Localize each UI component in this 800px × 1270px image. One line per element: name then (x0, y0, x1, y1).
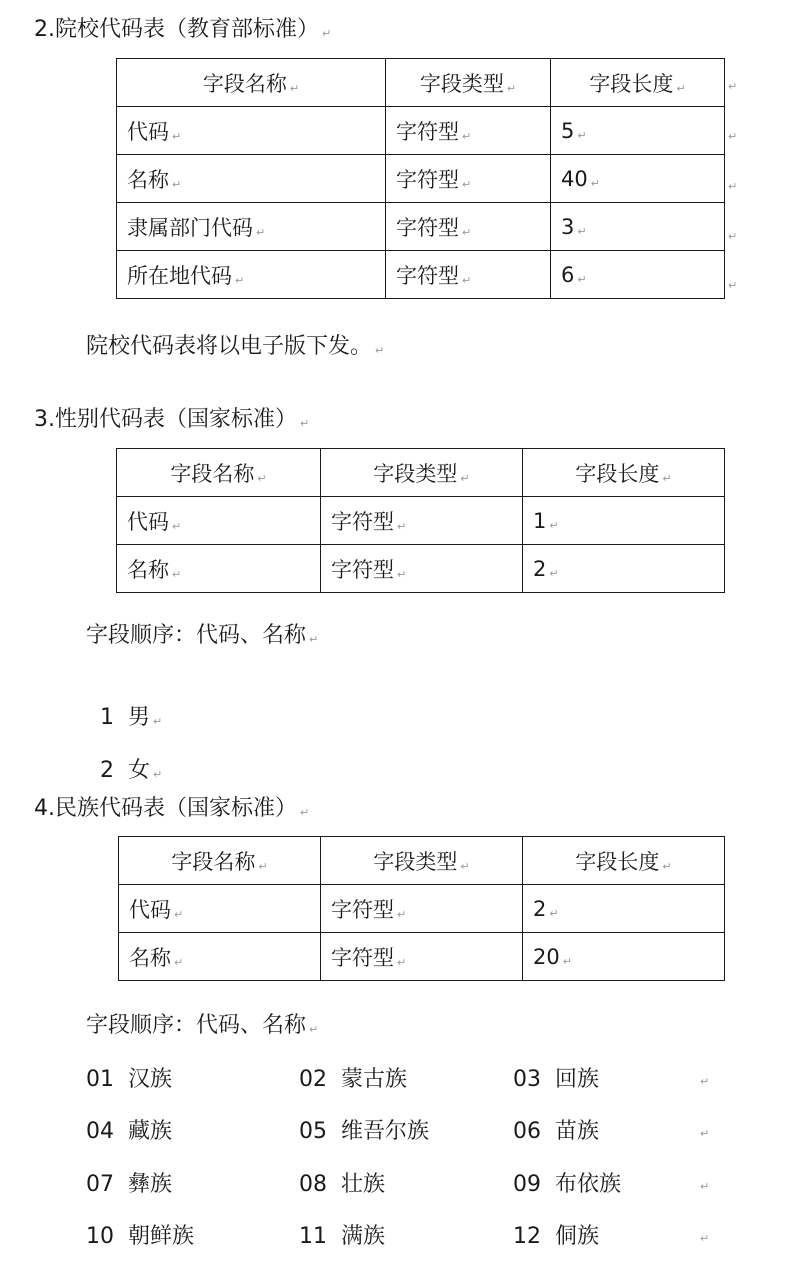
return-mark-icon: ↵ (462, 177, 472, 191)
table-row (117, 497, 725, 545)
ethnic-item: 05 维吾尔族 (299, 1119, 429, 1144)
college-code-table (116, 58, 725, 299)
return-mark-icon: ↵ (397, 955, 407, 969)
return-mark-icon: ↵ (549, 566, 559, 580)
table-cell: 2 ↵ (523, 545, 725, 593)
ethnic-row (86, 1117, 726, 1147)
table-cell: 名称 ↵ (117, 155, 386, 203)
heading-text: 2.院校代码表（教育部标准） (34, 17, 319, 42)
row-end-mark-icon: ↵ (728, 279, 738, 292)
header-cell: 字段名称 ↵ (117, 59, 386, 107)
table-cell: 字符型 ↵ (321, 933, 523, 981)
table-row (117, 251, 725, 299)
table-header-row (119, 837, 725, 885)
table-row (119, 933, 725, 981)
return-mark-icon: ↵ (460, 471, 470, 485)
table-cell: 字符型 ↵ (386, 107, 551, 155)
table-cell: 隶属部门代码 ↵ (117, 203, 386, 251)
ethnic-row (86, 1170, 726, 1200)
header-cell: 字段名称 ↵ (117, 449, 321, 497)
return-mark-icon: ↵ (152, 715, 163, 728)
table-cell: 5 ↵ (551, 107, 725, 155)
table-row (119, 885, 725, 933)
ethnic-item: 06 苗族 (513, 1119, 599, 1144)
row-end-mark-icon: ↵ (728, 230, 738, 243)
return-mark-icon: ↵ (462, 129, 472, 143)
ethnic-item: 09 布依族 (513, 1172, 621, 1197)
return-mark-icon: ↵ (235, 273, 245, 287)
return-mark-icon: ↵ (289, 81, 300, 95)
table-cell: 6 ↵ (551, 251, 725, 299)
ethnic-item: 02 蒙古族 (299, 1067, 407, 1092)
ethnic-item: 03 回族 (513, 1067, 599, 1092)
return-mark-icon: ↵ (172, 129, 182, 143)
return-mark-icon: ↵ (172, 567, 182, 581)
table-cell: 1 ↵ (523, 497, 725, 545)
table-cell: 字符型 ↵ (386, 155, 551, 203)
return-mark-icon: ↵ (700, 1127, 710, 1140)
return-mark-icon: ↵ (258, 859, 268, 873)
header-cell: 字段类型 ↵ (321, 449, 523, 497)
return-mark-icon: ↵ (662, 471, 672, 485)
section-heading-2 (34, 16, 331, 48)
table-cell: 字符型 ↵ (386, 203, 551, 251)
table-row (117, 155, 725, 203)
table-cell: 字符型 ↵ (321, 885, 523, 933)
return-mark-icon: ↵ (700, 1180, 710, 1193)
header-cell: 字段类型 ↵ (386, 59, 551, 107)
gender-item: 1 男 ↵ (100, 705, 163, 730)
header-cell: 字段长度 ↵ (523, 449, 725, 497)
table-cell: 名称 ↵ (117, 545, 321, 593)
table-cell: 字符型 ↵ (386, 251, 551, 299)
return-mark-icon: ↵ (462, 273, 472, 287)
return-mark-icon: ↵ (397, 907, 407, 921)
return-mark-icon: ↵ (174, 955, 184, 969)
gender-code-table (116, 448, 725, 593)
table-cell: 3 ↵ (551, 203, 725, 251)
return-mark-icon: ↵ (397, 567, 407, 581)
return-mark-icon: ↵ (577, 224, 587, 238)
table-cell: 名称 ↵ (119, 933, 321, 981)
return-mark-icon: ↵ (549, 906, 559, 920)
college-table-note: 院校代码表将以电子版下发。 ↵ (86, 334, 385, 359)
table-cell: 代码 ↵ (119, 885, 321, 933)
gender-item: 2 女 ↵ (100, 758, 163, 783)
return-mark-icon: ↵ (172, 519, 182, 533)
return-mark-icon: ↵ (700, 1075, 710, 1088)
heading-text: 3.性别代码表（国家标准） (34, 407, 297, 432)
heading-text: 4.民族代码表（国家标准） (34, 796, 297, 821)
return-mark-icon: ↵ (577, 128, 587, 142)
ethnic-item: 07 彝族 (86, 1172, 172, 1197)
ethnic-item: 11 满族 (299, 1224, 385, 1249)
return-mark-icon: ↵ (257, 471, 267, 485)
ethnic-item: 10 朝鲜族 (86, 1224, 194, 1249)
section-heading-4 (34, 795, 309, 827)
return-mark-icon: ↵ (562, 954, 572, 968)
ethnic-code-table (118, 836, 725, 981)
return-mark-icon: ↵ (174, 907, 184, 921)
table-cell: 20 ↵ (523, 933, 725, 981)
row-end-mark-icon: ↵ (728, 80, 738, 93)
row-end-mark-icon: ↵ (728, 180, 738, 193)
header-cell: 字段长度 ↵ (523, 837, 725, 885)
table-header-row (117, 449, 725, 497)
header-cell: 字段类型 ↵ (321, 837, 523, 885)
section-heading-3 (34, 406, 309, 438)
ethnic-row (86, 1065, 726, 1095)
return-mark-icon: ↵ (309, 1023, 319, 1036)
table-cell: 字符型 ↵ (321, 497, 523, 545)
return-mark-icon: ↵ (375, 344, 385, 357)
return-mark-icon: ↵ (590, 176, 600, 190)
ethnic-row (86, 1222, 726, 1252)
return-mark-icon: ↵ (152, 768, 163, 781)
table-cell: 字符型 ↵ (321, 545, 523, 593)
table-cell: 40 ↵ (551, 155, 725, 203)
row-end-mark-icon: ↵ (728, 130, 738, 143)
return-mark-icon: ↵ (700, 1232, 710, 1245)
table-row (117, 107, 725, 155)
table-cell: 代码 ↵ (117, 107, 386, 155)
return-mark-icon: ↵ (676, 81, 686, 95)
table-header-row (117, 59, 725, 107)
table-cell: 代码 ↵ (117, 497, 321, 545)
return-mark-icon: ↵ (549, 518, 559, 532)
header-cell: 字段名称 ↵ (119, 837, 321, 885)
ethnic-item: 04 藏族 (86, 1119, 172, 1144)
return-mark-icon: ↵ (506, 81, 517, 95)
ethnic-item: 08 壮族 (299, 1172, 385, 1197)
return-mark-icon: ↵ (460, 859, 470, 873)
ethnic-item: 12 侗族 (513, 1224, 599, 1249)
gender-field-order: 字段顺序：代码、名称 ↵ (86, 623, 319, 648)
table-row (117, 545, 725, 593)
table-row (117, 203, 725, 251)
return-mark-icon: ↵ (309, 633, 319, 646)
return-mark-icon: ↵ (662, 859, 672, 873)
header-cell: 字段长度 ↵ (551, 59, 725, 107)
return-mark-icon: ↵ (300, 806, 310, 819)
return-mark-icon: ↵ (300, 417, 310, 430)
ethnic-item: 01 汉族 (86, 1067, 172, 1092)
return-mark-icon: ↵ (256, 225, 266, 239)
return-mark-icon: ↵ (322, 27, 332, 40)
return-mark-icon: ↵ (397, 519, 407, 533)
return-mark-icon: ↵ (172, 177, 182, 191)
return-mark-icon: ↵ (462, 225, 472, 239)
ethnic-field-order: 字段顺序：代码、名称 ↵ (86, 1013, 319, 1038)
return-mark-icon: ↵ (577, 272, 587, 286)
table-cell: 2 ↵ (523, 885, 725, 933)
table-cell: 所在地代码 ↵ (117, 251, 386, 299)
